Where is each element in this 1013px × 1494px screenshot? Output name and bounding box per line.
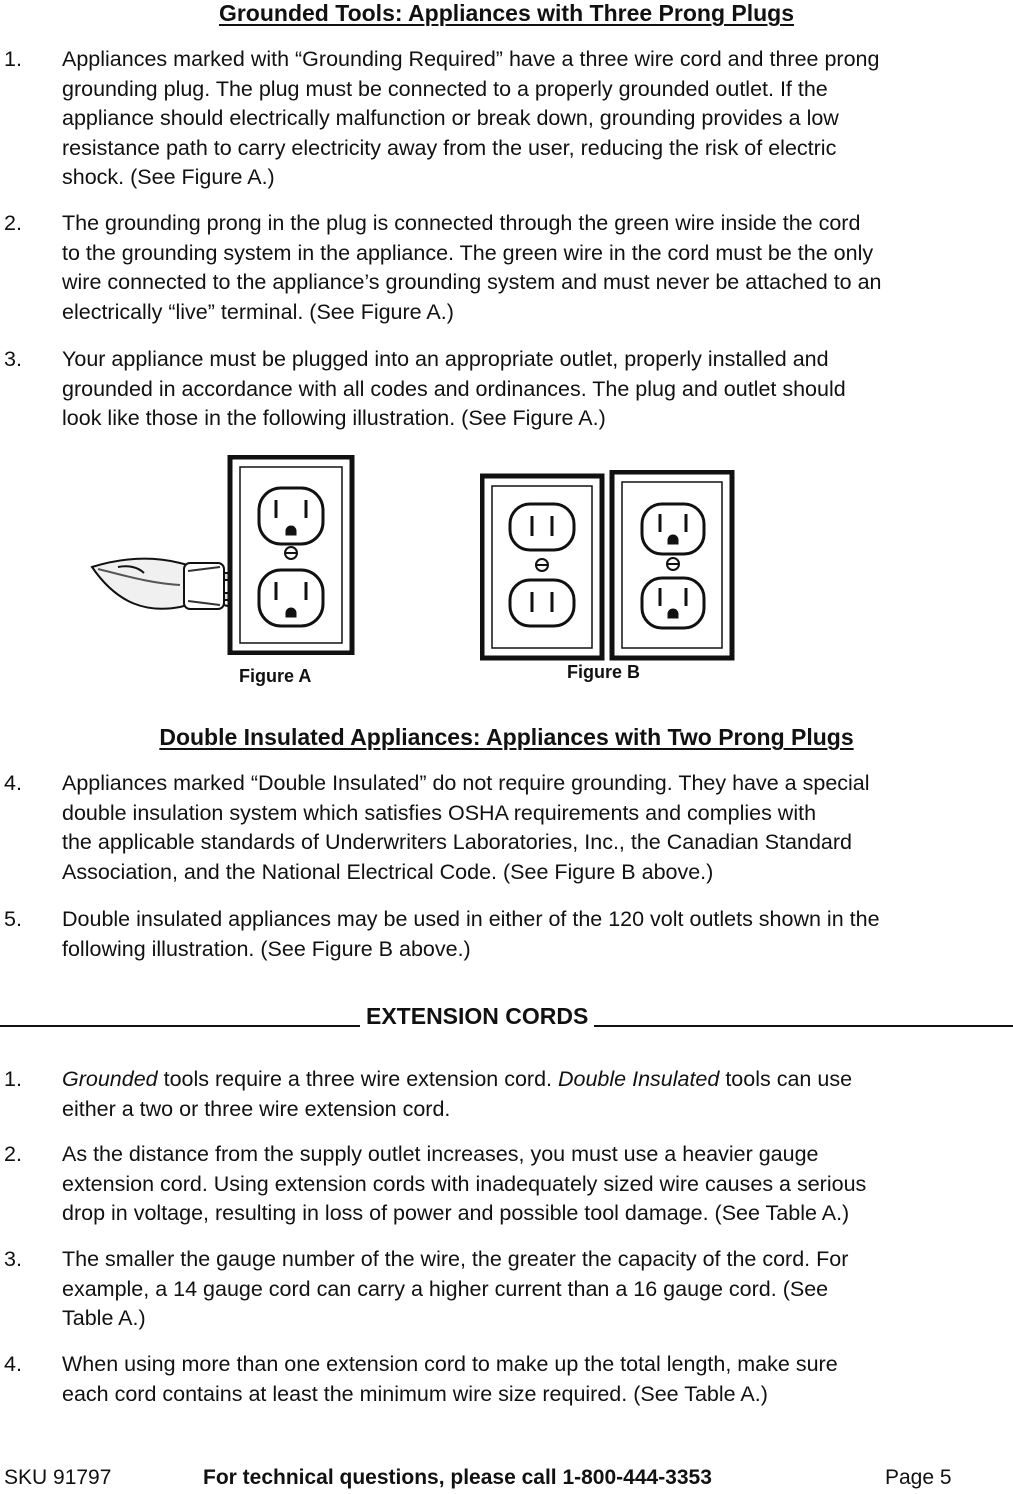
text-run: tools require a three wire extension cord. — [157, 1067, 558, 1091]
figure-a-illustration — [88, 455, 358, 655]
text-line: Appliances marked with “Grounding Required” have a three wire cord and three prong — [62, 47, 880, 71]
section-heading-grounded-tools: Grounded Tools: Appliances with Three Prong Plugs — [218, 0, 795, 26]
text-line: The smaller the gauge number of the wire, the greater the capacity of the cord. For — [62, 1247, 849, 1271]
text-line: Your appliance must be plugged into an appropriate outlet, properly installed and — [62, 347, 829, 371]
footer-technical-contact: For technical questions, please call 1-800-444-3353 — [203, 1466, 712, 1489]
text-line: Double insulated appliances may be used in either of the 120 volt outlets shown in the — [62, 907, 880, 931]
text-line: double insulation system which satisfies OSHA requirements and complies with — [62, 800, 817, 825]
text-line: electrically “live” terminal. (See Figure A.) — [62, 299, 454, 324]
item-number: 1. — [4, 1067, 22, 1091]
text-line: The grounding prong in the plug is connected through the green wire inside the cord — [62, 211, 861, 235]
item-number: 2. — [4, 1142, 22, 1166]
item-number: 5. — [4, 907, 22, 931]
item-text — [62, 905, 1010, 964]
item-text — [62, 1140, 1010, 1229]
text-line — [62, 1065, 1010, 1095]
text-line: As the distance from the supply outlet increases, you must use a heavier gauge — [62, 1142, 819, 1166]
two-prong-outlet-icon — [482, 476, 602, 658]
text-line: example, a 14 gauge cord can carry a higher current than a 16 gauge cord. (See — [62, 1276, 829, 1301]
item-number: 2. — [4, 211, 22, 235]
figure-b-illustration — [480, 470, 736, 662]
text-line: look like those in the following illustration. (See Figure A.) — [62, 406, 606, 431]
text-line: Table A.) — [62, 1306, 146, 1331]
text-line: appliance should electrically malfunction or break down, grounding provides a low — [62, 106, 839, 131]
text-line: drop in voltage, resulting in loss of power and possible tool damage. (See Table A.) — [62, 1201, 850, 1226]
text-line: grounding plug. The plug must be connected to a properly grounded outlet. If the — [62, 76, 828, 101]
text-line: Association, and the National Electrical Code. (See Figure B above.) — [62, 859, 714, 884]
text-line: extension cord. Using extension cords with inadequately sized wire causes a serious — [62, 1171, 867, 1196]
item-text — [62, 1065, 1010, 1124]
text-line: When using more than one extension cord to make up the total length, make sure — [62, 1352, 838, 1376]
item-number: 4. — [4, 1352, 22, 1376]
text-line: grounded in accordance with all codes and ordinances. The plug and outlet should — [62, 376, 846, 401]
item-number: 4. — [4, 771, 22, 795]
text-run: tools can use — [719, 1067, 853, 1091]
text-line: either a two or three wire extension cord. — [62, 1096, 451, 1121]
item-text — [62, 1245, 1010, 1334]
grounded-outlet-b-icon — [612, 472, 732, 658]
italic-term: Grounded — [62, 1067, 158, 1091]
text-line: each cord contains at least the minimum wire size required. (See Table A.) — [62, 1381, 768, 1406]
item-text — [62, 45, 1010, 193]
item-text — [62, 769, 1010, 887]
text-line: to the grounding system in the appliance. The green wire in the cord must be the only — [62, 240, 874, 265]
text-line: the applicable standards of Underwriters Laboratories, Inc., the Canadian Standard — [62, 830, 852, 855]
item-number: 3. — [4, 1247, 22, 1271]
item-text — [62, 345, 1010, 434]
text-line: resistance path to carry electricity away from the user, reducing the risk of electric — [62, 135, 837, 160]
text-line: wire connected to the appliance’s grounding system and must never be attached to an — [62, 270, 882, 295]
section-heading-double-insulated: Double Insulated Appliances: Appliances with Two Prong Plugs — [159, 724, 854, 750]
item-number: 3. — [4, 347, 22, 371]
text-line: shock. (See Figure A.) — [62, 165, 275, 190]
figure-a-label: Figure A — [239, 666, 312, 686]
footer-page-number: Page 5 — [885, 1466, 952, 1489]
section-heading-extension-cords: EXTENSION CORDS — [360, 1003, 594, 1030]
text-line: Appliances marked “Double Insulated” do not require grounding. They have a special — [62, 771, 870, 795]
italic-term: Double Insulated — [557, 1067, 720, 1091]
item-text — [62, 1350, 1010, 1409]
item-text — [62, 209, 1010, 327]
figure-b-label: Figure B — [567, 662, 641, 682]
item-number: 1. — [4, 47, 22, 71]
text-line: following illustration. (See Figure B above.) — [62, 936, 471, 961]
grounded-outlet-icon — [230, 457, 352, 653]
footer-sku: SKU 91797 — [4, 1466, 112, 1489]
